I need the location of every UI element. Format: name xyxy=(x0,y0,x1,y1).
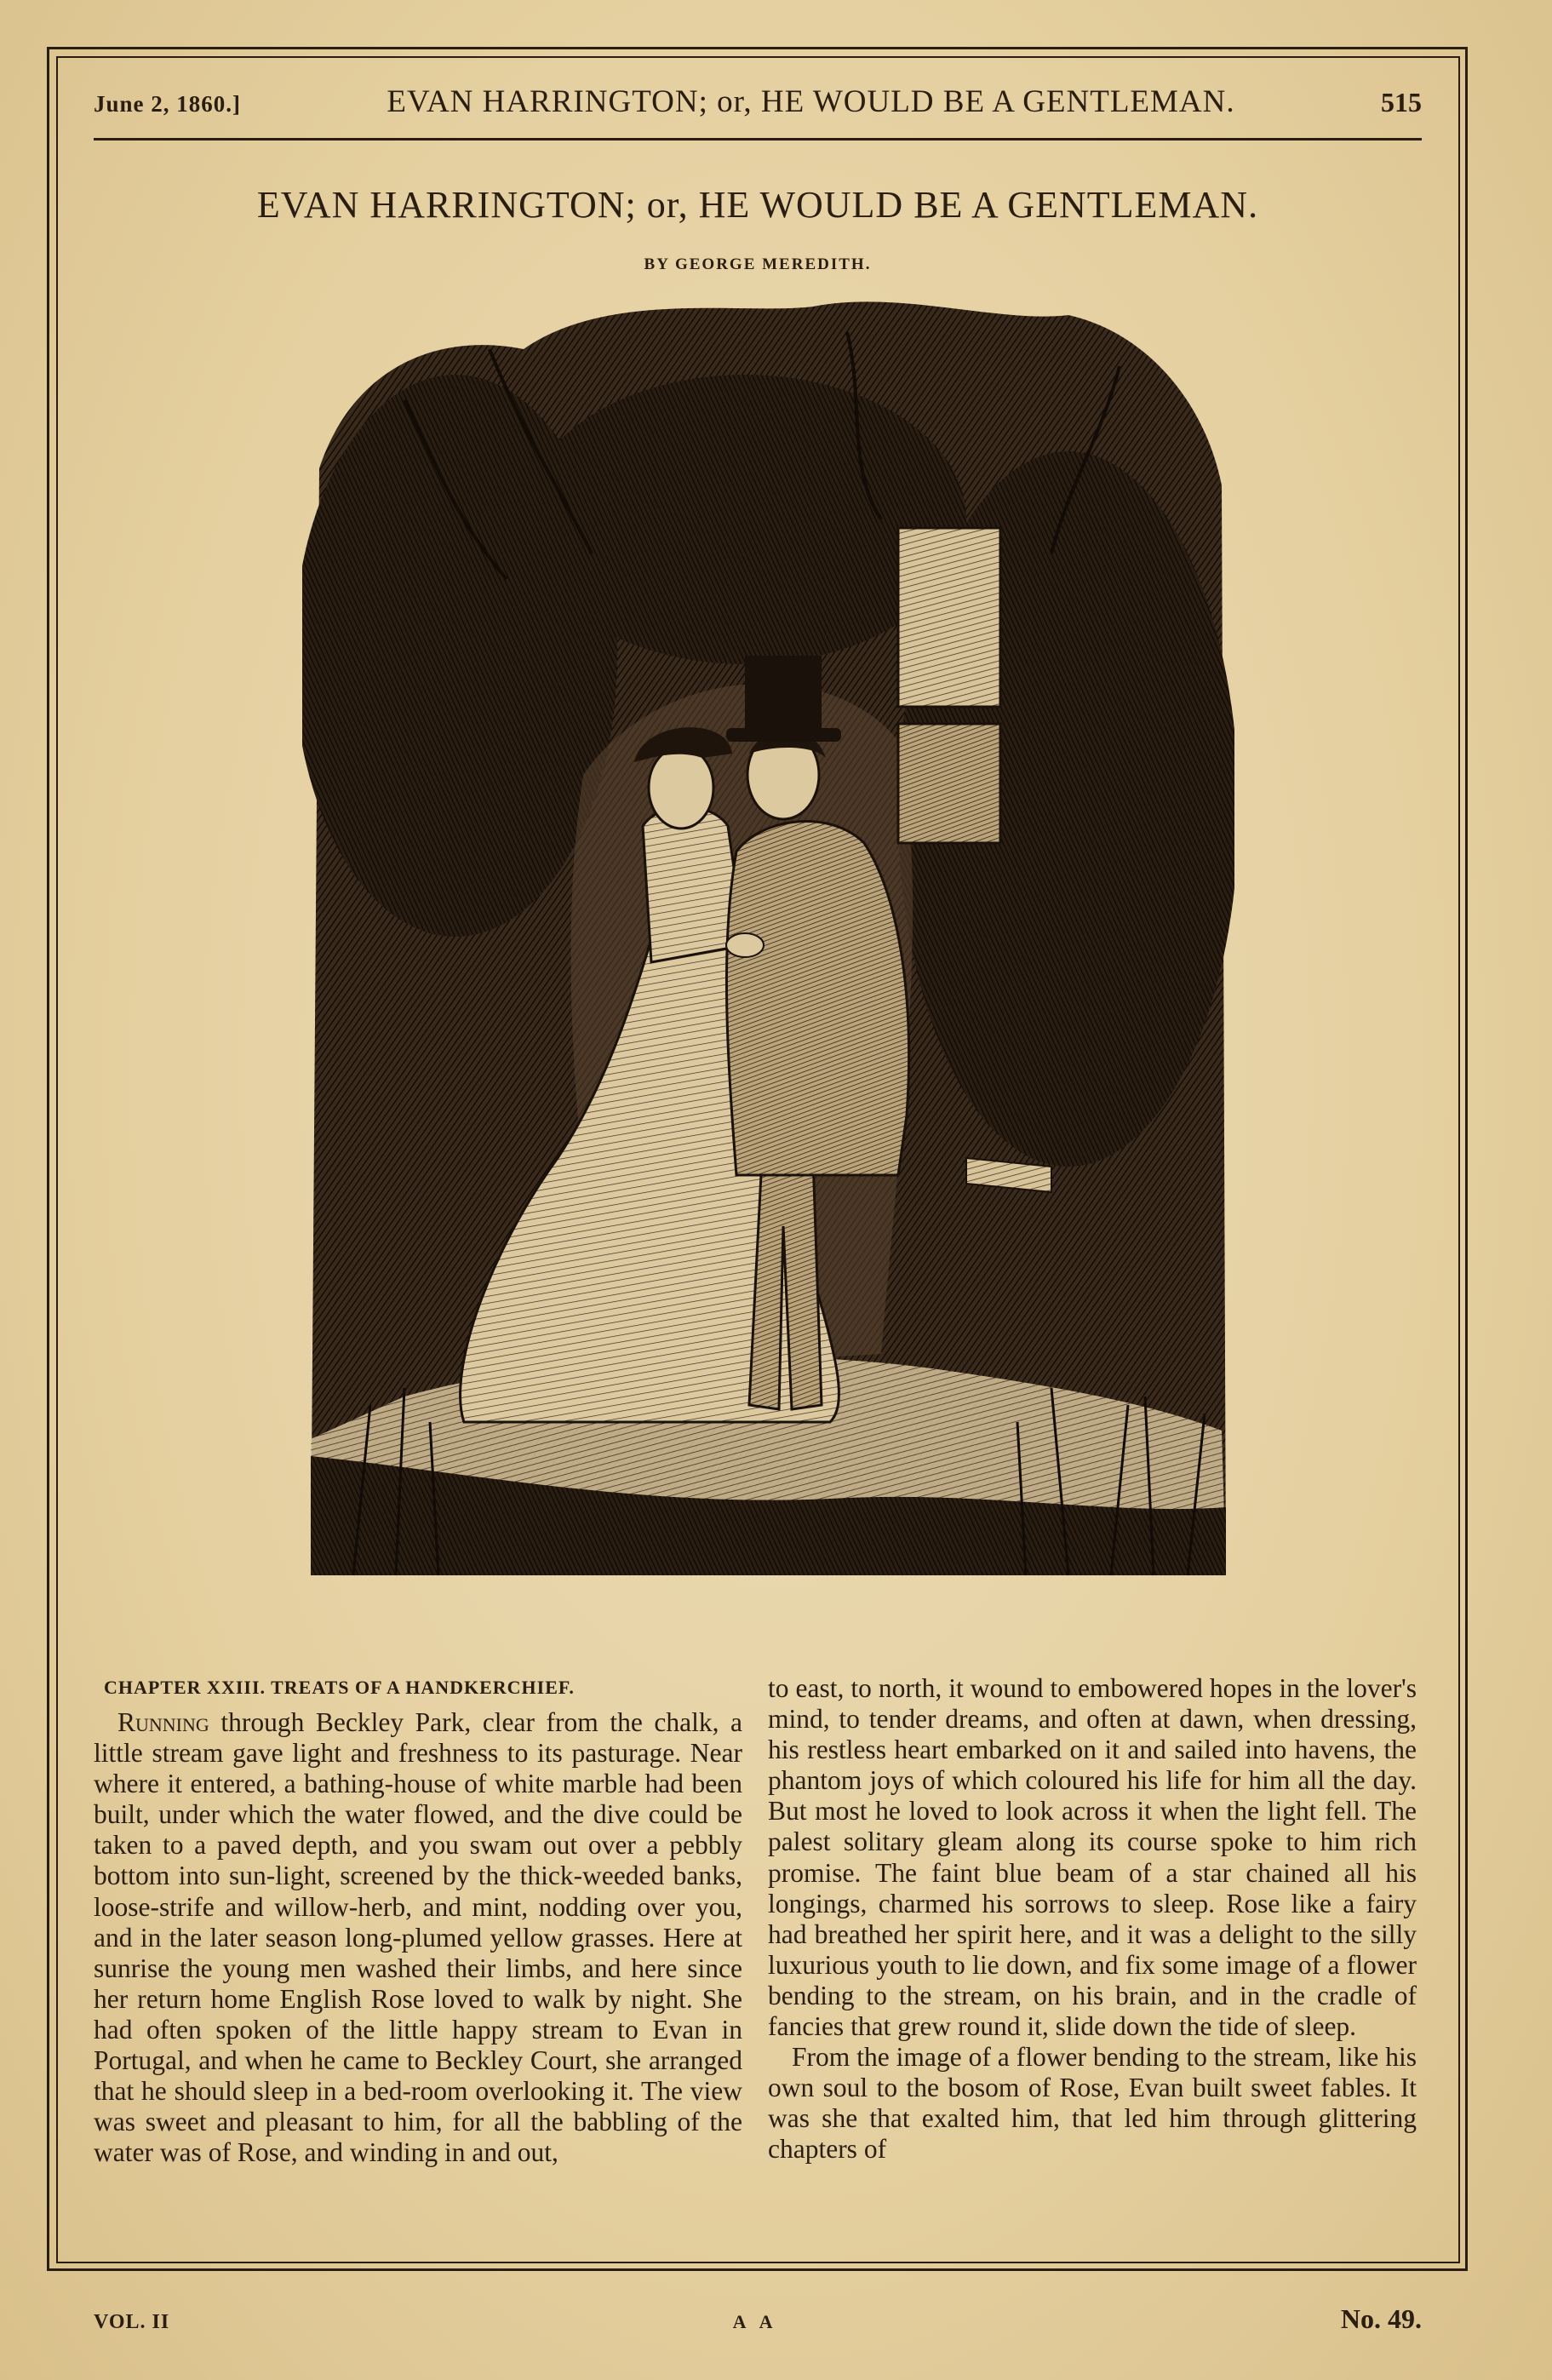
engraving-couple-in-garden-icon xyxy=(302,298,1234,1626)
running-head-title: EVAN HARRINGTON; or, HE WOULD BE A GENTLEMAN. xyxy=(387,84,1235,119)
story-title: EVAN HARRINGTON; or, HE WOULD BE A GENTLEMAN. xyxy=(256,184,1259,226)
byline: BY GEORGE MEREDITH. xyxy=(644,255,872,273)
page-footer xyxy=(94,2303,1422,2346)
paragraph-1-text: through Beckley Park, clear from the chalk, a little stream gave light and freshness to its pasturage. Near where it entered, a bathing-house of white marble had been built, under which the water flowed, and the dive could be taken to a paved depth, and you swam out over a pebbly bottom into sun-light, screened by the thick-weeded banks, loose-strife and willow-herb, and mint, nodding over you, and in the later season long-plumed yellow grasses. Here at sunrise the young men washed their limbs, and here since her return home English Rose loved to walk by night. She had often spoken of the little happy stream to Evan in Portugal, and when he came to Beckley Court, she arranged that he should sleep in a bed-room overlooking it. The view was sweet and pleasant to him, for all the babbling of the water was of Rose, and winding in and out, xyxy=(94,1707,743,2168)
paragraph-3: From the image of a flower bending to the stream, like his own soul to the bosom of Rose, Evan built sweet fables. It was she that exalted him, that led him through glittering chapters of xyxy=(768,2042,1417,2165)
paragraph-1 xyxy=(94,1707,742,2168)
footer-signature: A A xyxy=(732,2311,778,2332)
paragraph-1-lead: Running xyxy=(117,1707,209,1737)
footer-issue-number: No. 49. xyxy=(1340,2303,1422,2334)
paragraph-2: to east, to north, it wound to embowered hopes in the lover's mind, to tender dreams, and often at dawn, when dressing, his restless heart embarked on it and sailed into havens, the phantom joys of which coloured his life for him all the day. But most he loved to look across it when the light fell. The palest solitary gleam along its course spoke to him rich promise. The faint blue beam of a star chained all his longings, charmed his sorrows to sleep. Rose like a fairy had breathed her spirit here, and it was a delight to the silly luxurious youth to lie down, and fix some image of a flower bending to the stream, on his brain, and in the cradle of fancies that grew round it, slide down the tide of sleep. xyxy=(768,1673,1417,2042)
page-number: 515 xyxy=(1381,87,1422,118)
running-head xyxy=(94,83,1422,135)
header-rule xyxy=(94,138,1422,141)
footer-volume: VOL. II xyxy=(94,2311,170,2333)
text-column-right xyxy=(768,1673,1417,2165)
chapter-heading: CHAPTER XXIII. TREATS OF A HANDKERCHIEF. xyxy=(104,1677,575,1698)
running-head-date: June 2, 1860.] xyxy=(94,91,242,117)
text-column-left xyxy=(94,1673,742,2168)
